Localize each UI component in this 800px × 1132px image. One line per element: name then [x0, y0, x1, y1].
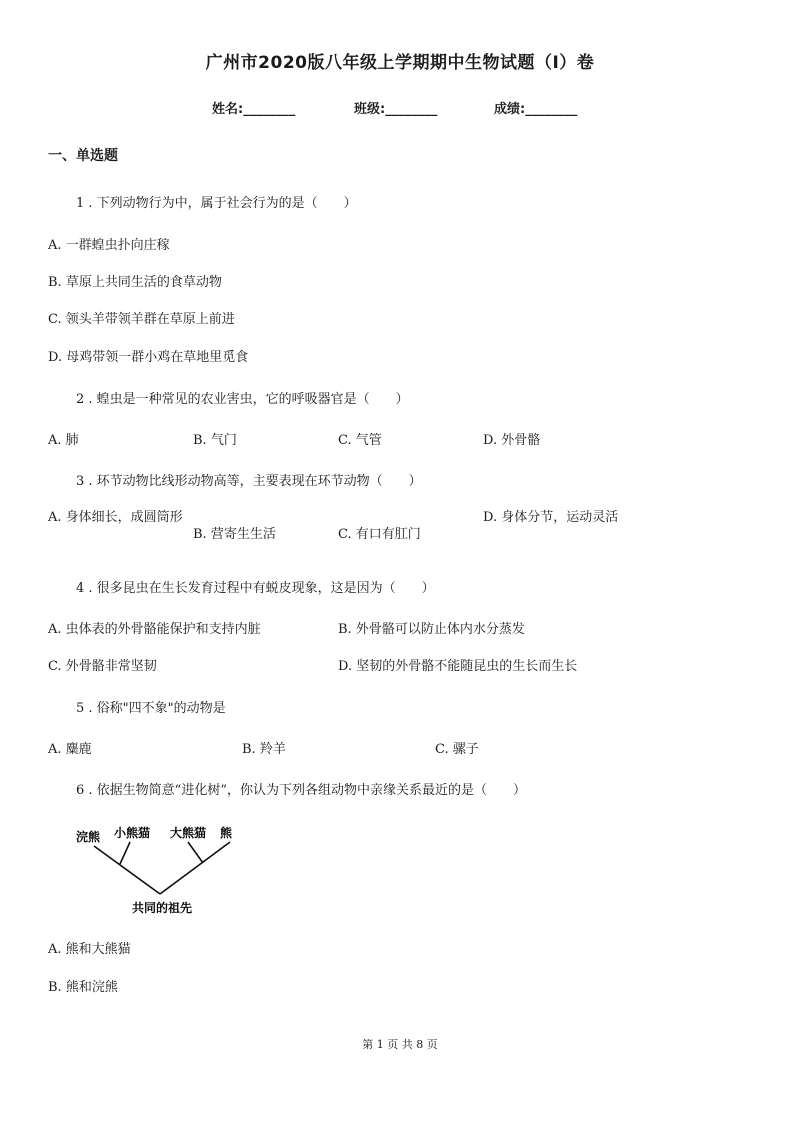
question-2-option-d: D. 外骨骼 [483, 433, 541, 448]
question-5-stem: 5 . 俗称"四不象"的动物是 [76, 701, 226, 716]
tree-label-giant-panda: 大熊猫 [170, 826, 207, 840]
question-4-option-a: A. 虫体表的外骨骼能保护和支持内脏 [48, 622, 261, 637]
question-3-option-c: C. 有口有肛门 [338, 527, 421, 542]
tree-branches [94, 842, 230, 894]
name-field-label: 姓名:________ [212, 102, 296, 117]
question-1-option-c: C. 领头羊带领羊群在草原上前进 [48, 312, 235, 327]
page-number-footer: 第 1 页 共 8 页 [362, 1038, 438, 1051]
question-6-option-b: B. 熊和浣熊 [48, 980, 118, 995]
page-title: 广州市2020版八年级上学期期中生物试题（I）卷 [205, 53, 595, 73]
question-3-option-a: A. 身体细长，成圆筒形 [48, 510, 183, 525]
tree-label-bear: 熊 [220, 826, 233, 840]
tree-label-red-panda: 小熊猫 [114, 826, 151, 840]
question-2-option-a: A. 肺 [48, 433, 79, 448]
section-title: 一、单选题 [48, 148, 118, 164]
question-2-option-c: C. 气管 [338, 433, 382, 448]
question-1-option-a: A. 一群蝗虫扑向庄稼 [48, 238, 170, 253]
question-6-option-a: A. 熊和大熊猫 [48, 942, 131, 957]
tree-label-raccoon: 浣熊 [76, 830, 101, 844]
evolution-tree-diagram [70, 822, 240, 918]
score-field-label: 成绩:________ [494, 102, 578, 117]
question-2-option-b: B. 气门 [193, 433, 237, 448]
question-3-option-d: D. 身体分节，运动灵活 [483, 510, 619, 525]
question-2-stem: 2 . 蝗虫是一种常见的农业害虫，它的呼吸器官是（ ） [76, 392, 409, 407]
question-3-option-b: B. 营寄生生活 [193, 527, 276, 542]
class-field-label: 班级:________ [354, 102, 438, 117]
question-4-option-c: C. 外骨骼非常坚韧 [48, 659, 157, 674]
question-5-option-a: A. 麋鹿 [48, 742, 92, 757]
question-5-option-c: C. 骡子 [435, 742, 479, 757]
tree-root-label: 共同的祖先 [132, 901, 193, 915]
question-4-stem: 4 . 很多昆虫在生长发育过程中有蜕皮现象，这是因为（ ） [76, 581, 435, 596]
question-3-stem: 3 . 环节动物比线形动物高等，主要表现在环节动物（ ） [76, 474, 422, 489]
question-5-option-b: B. 羚羊 [242, 742, 286, 757]
question-4-option-b: B. 外骨骼可以防止体内水分蒸发 [338, 622, 525, 637]
question-4-option-d: D. 坚韧的外骨骼不能随昆虫的生长而生长 [338, 659, 578, 674]
question-1-option-d: D. 母鸡带领一群小鸡在草地里觅食 [48, 350, 249, 365]
question-1-option-b: B. 草原上共同生活的食草动物 [48, 275, 222, 290]
question-6-stem: 6 . 依据生物简意“进化树”，你认为下列各组动物中亲缘关系最近的是（ ） [76, 783, 526, 798]
question-1-stem: 1 . 下列动物行为中，属于社会行为的是（ ） [76, 196, 357, 211]
